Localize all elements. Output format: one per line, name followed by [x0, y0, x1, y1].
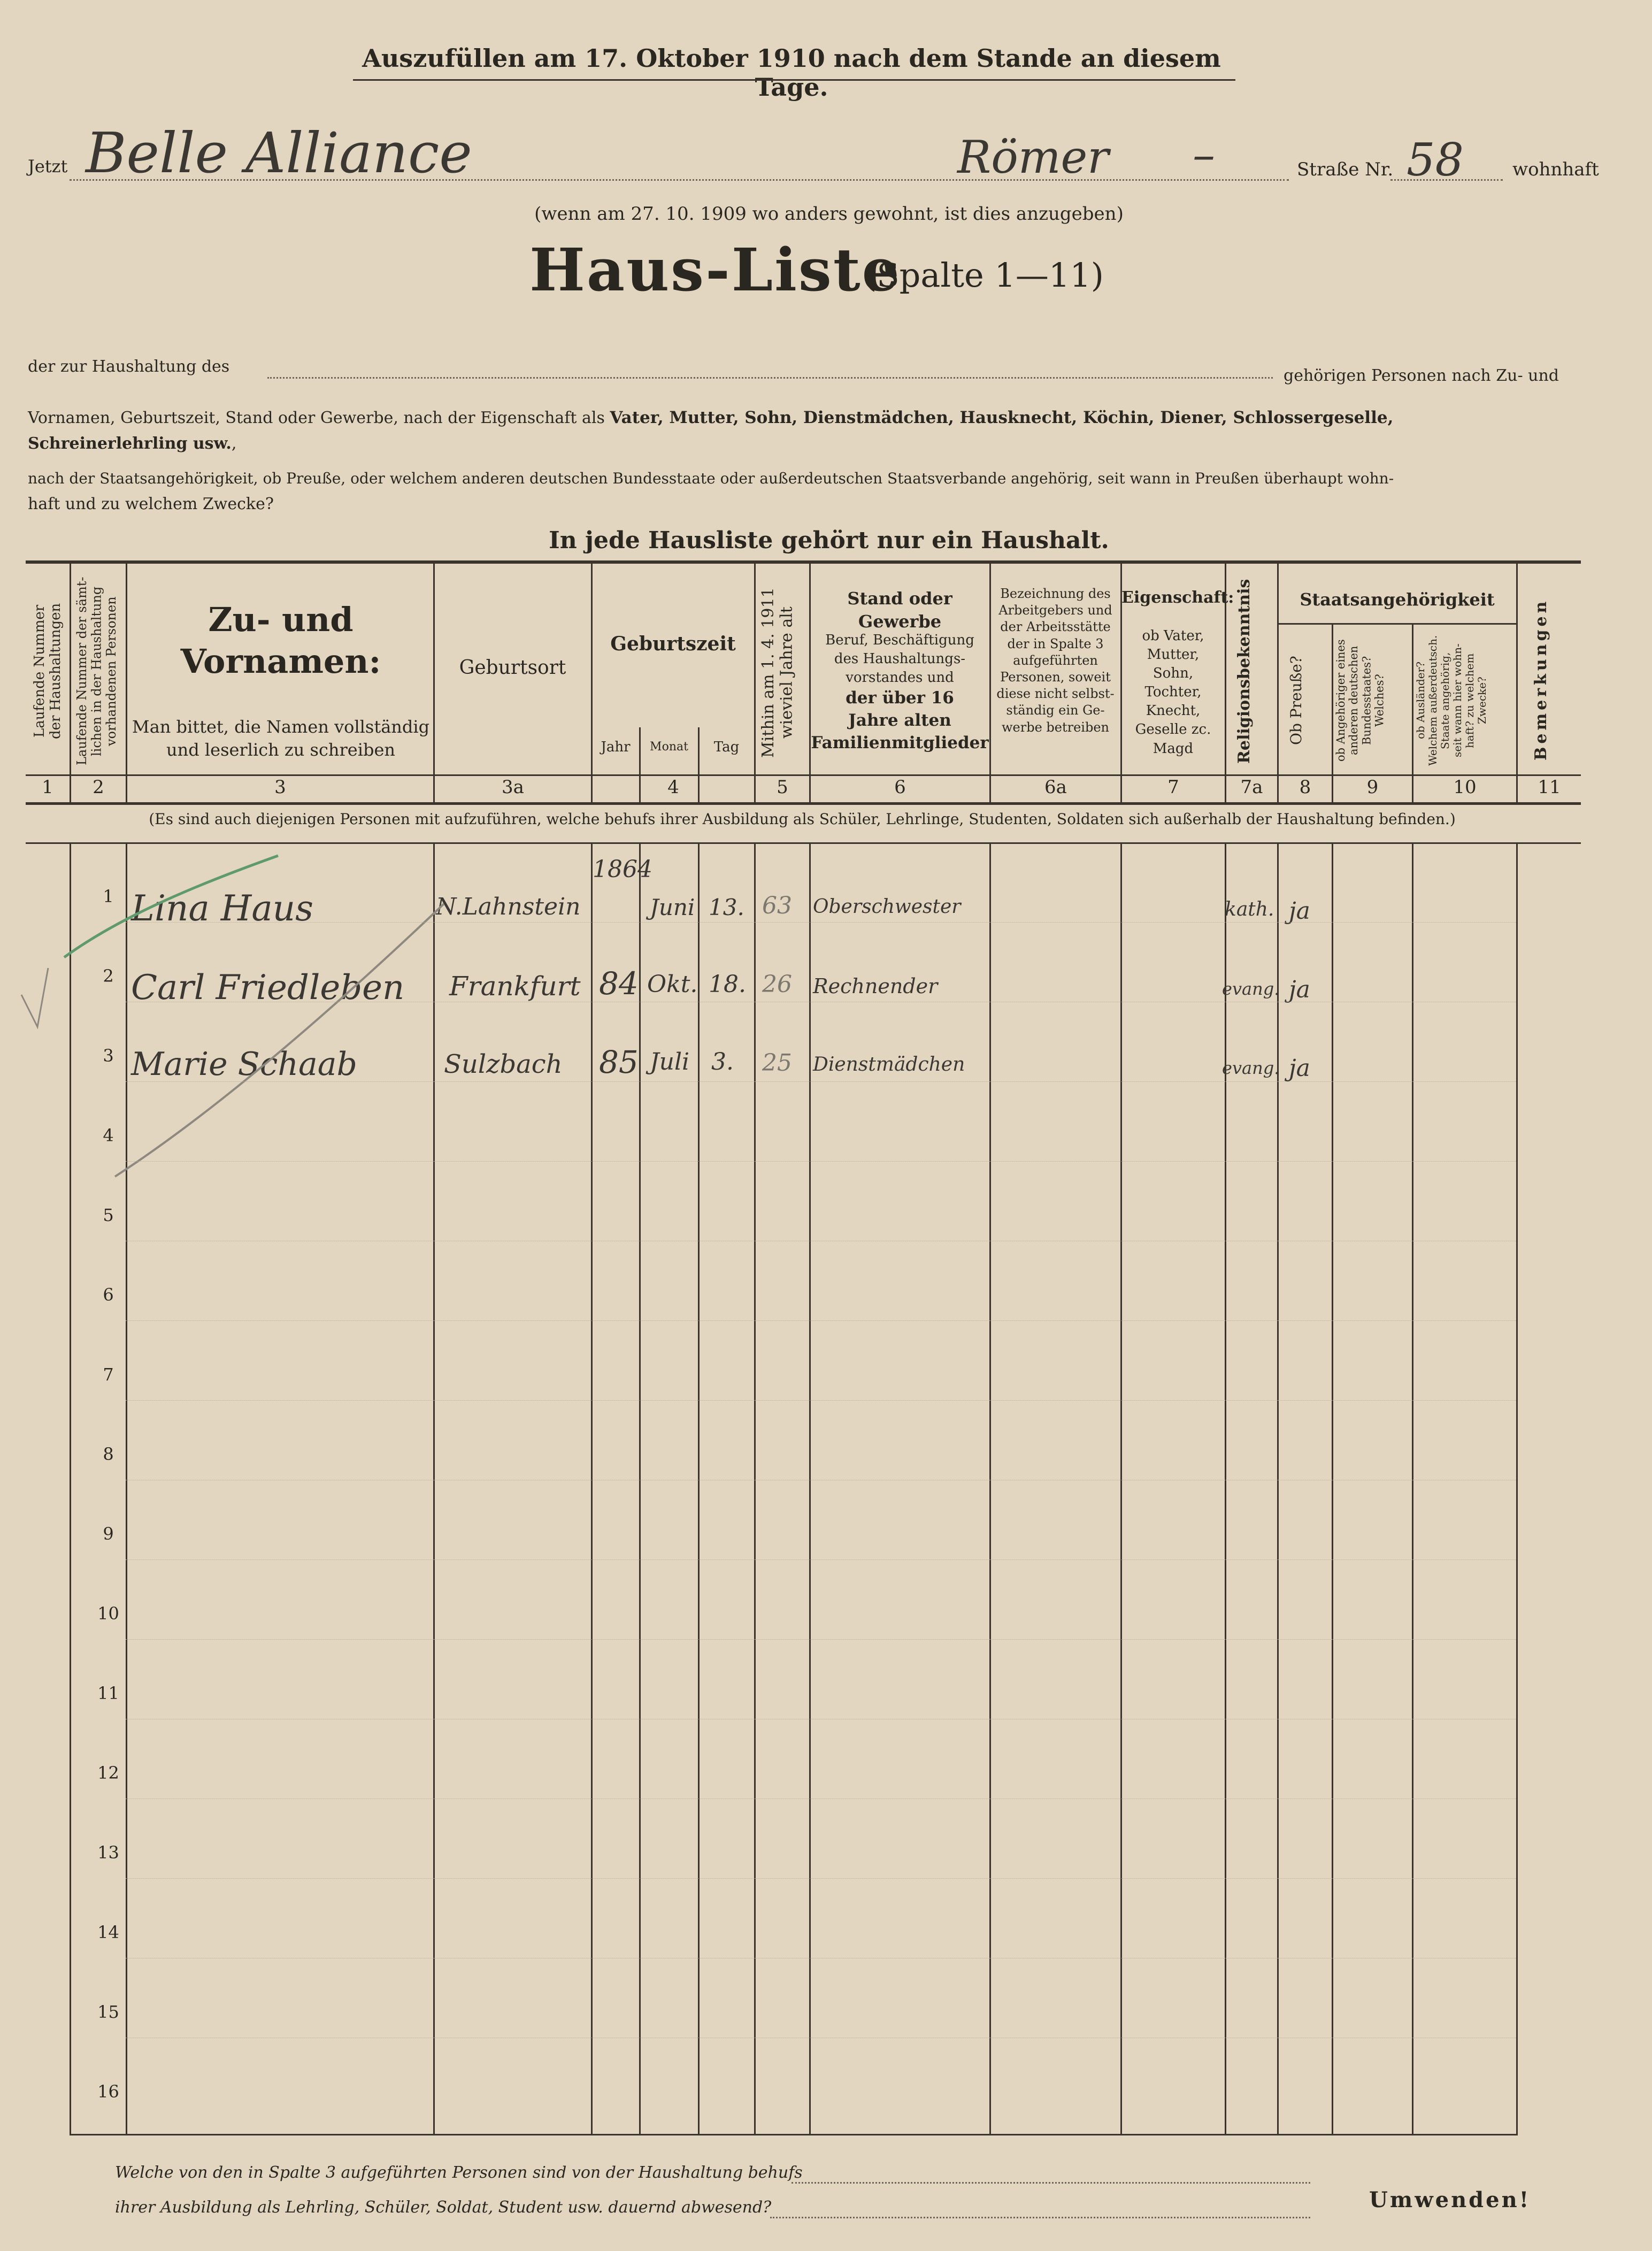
- entry-age[interactable]: 63: [762, 892, 792, 919]
- green-check-stroke: [64, 856, 278, 957]
- entry-occupation[interactable]: Dienstmädchen: [813, 1054, 965, 1075]
- intro-line2: [28, 408, 1627, 427]
- footer-question-line1: Welche von den in Spalte 3 aufgeführten Personen sind von der Haushaltung behufs: [115, 2163, 803, 2182]
- colnum-8: 8: [1299, 777, 1311, 798]
- strasse-label: Straße Nr.: [1297, 159, 1394, 180]
- row-number: 7: [103, 1364, 114, 1385]
- page-title-suffix: (Spalte 1—11): [864, 256, 1104, 295]
- col4-tag: Tag: [713, 739, 740, 755]
- row-number: 8: [103, 1444, 114, 1464]
- entry-birthplace[interactable]: Frankfurt: [449, 971, 581, 1002]
- row-number: 13: [97, 1842, 119, 1863]
- intro-line1-right: gehörigen Personen nach Zu- und: [1284, 366, 1559, 385]
- col7-header-sub: ob Vater, Mutter, Sohn, Tochter, Knecht, Geselle zc. Magd: [1135, 628, 1211, 757]
- entry-age[interactable]: 25: [762, 1049, 792, 1077]
- header-divider-5: [754, 563, 756, 802]
- address-line: [70, 179, 1289, 181]
- entry-day[interactable]: 18.: [709, 971, 746, 998]
- header-divider-2: [126, 563, 127, 802]
- colnum-6: 6: [894, 777, 906, 798]
- row-separator: [126, 1081, 1516, 1082]
- body-divider-12: [1412, 842, 1413, 2134]
- body-divider-13: [1516, 842, 1518, 2134]
- colnum-4: 4: [667, 777, 679, 798]
- instruction-underline: [353, 79, 1235, 81]
- entry-day[interactable]: 3.: [711, 1048, 734, 1075]
- header-divider-4: [591, 563, 593, 802]
- intro-line1-left: der zur Haushaltung des: [28, 357, 230, 376]
- entry-month[interactable]: Okt.: [647, 971, 698, 998]
- col4-monat: Monat: [650, 740, 688, 754]
- intro-line3: [28, 434, 236, 453]
- row-separator: [126, 922, 1516, 923]
- header-divider-13: [1516, 563, 1518, 802]
- entry-occupation[interactable]: Rechnender: [813, 974, 938, 998]
- col2-header: Laufende Nummer der sämt- lichen in der Haushaltung vorhandenen Personen: [74, 577, 119, 766]
- pencil-long-stroke: [115, 904, 444, 1177]
- row-separator: [126, 1639, 1516, 1640]
- jetzt-value[interactable]: Belle Alliance: [86, 120, 472, 186]
- previous-address-note: (wenn am 27. 10. 1909 wo anders gewohnt, ist dies anzugeben): [534, 203, 1124, 225]
- intro-line3-tail: ,: [231, 434, 237, 453]
- row-separator: [126, 1320, 1516, 1321]
- header-divider-12: [1412, 623, 1413, 802]
- page-title: Haus-Liste: [529, 235, 901, 304]
- street-value[interactable]: Römer: [957, 131, 1109, 183]
- entry-age[interactable]: 26: [762, 971, 792, 998]
- header-divider-11: [1332, 623, 1333, 802]
- footer-answer-line2[interactable]: [770, 2217, 1310, 2218]
- row-number: 10: [97, 1603, 119, 1624]
- intro-line4: nach der Staatsangehörigkeit, ob Preuße, oder welchem anderen deutschen Bundesstaate oder außerdeutschen Staatsverbande angehörig, seit wann in Preußen überhaupt wohn-: [28, 470, 1394, 487]
- col6a-header: Bezeichnung des Arbeitgebers und der Arbeitsstätte der in Spalte 3 aufgeführten Personen, soweit diese nicht selbst- ständig ein Ge- werbe betreiben: [996, 586, 1115, 735]
- entry-occupation[interactable]: Oberschwester: [813, 896, 961, 918]
- entry-religion[interactable]: evang.: [1222, 979, 1280, 999]
- col3-header-sub: Man bittet, die Namen vollständig und leserlich zu schreiben: [132, 717, 430, 760]
- header-divider-1: [70, 563, 71, 802]
- body-divider-6: [809, 842, 811, 2134]
- jetzt-label: Jetzt: [28, 156, 68, 176]
- col7-header-title: Eigenschaft:: [1121, 588, 1234, 607]
- entry-preusse[interactable]: ja: [1289, 1055, 1310, 1082]
- row-number: 16: [97, 2081, 119, 2102]
- entry-year[interactable]: 1864: [593, 856, 652, 883]
- colnum-9: 9: [1366, 777, 1379, 798]
- colnum-3: 3: [274, 777, 286, 798]
- colnum-7a: 7a: [1240, 777, 1263, 798]
- house-number-line: [1390, 179, 1503, 181]
- col6-header-sub: Beruf, Beschäftigung des Haushaltungs- vorstandes und: [825, 632, 974, 686]
- intro-line5: haft und zu welchem Zwecke?: [28, 495, 274, 513]
- entry-birthplace[interactable]: Sulzbach: [444, 1049, 563, 1079]
- colnum-3a: 3a: [502, 777, 524, 798]
- footer-answer-line1[interactable]: [792, 2182, 1310, 2184]
- table-note: (Es sind auch diejenigen Personen mit aufzuführen, welche behufs ihrer Ausbildung als Schüler, Lehrlinge, Studenten, Soldaten sich außerhalb der Haushaltung befinden.): [149, 810, 1456, 828]
- street-dash: –: [1193, 128, 1215, 181]
- body-divider-7: [989, 842, 991, 2134]
- body-divider-8: [1120, 842, 1122, 2134]
- body-divider-10: [1277, 842, 1279, 2134]
- col10-header: ob Ausländer? Welchem außerdeutsch. Staate angehörig, seit wann hier wohn- haft? zu welchem Zwecke?: [1414, 635, 1488, 766]
- col3a-header: Geburtsort: [459, 657, 566, 679]
- row-number: 6: [103, 1285, 114, 1305]
- entry-day[interactable]: 13.: [709, 894, 744, 920]
- col4-header: Geburtszeit: [610, 633, 736, 655]
- row-separator: [126, 1878, 1516, 1879]
- entry-religion[interactable]: kath.: [1225, 898, 1274, 920]
- row-number: 14: [97, 1922, 119, 1942]
- entry-religion[interactable]: evang.: [1222, 1058, 1280, 1078]
- row-number: 2: [103, 966, 114, 986]
- row-number: 11: [97, 1683, 119, 1703]
- row-separator: [126, 1161, 1516, 1162]
- table-header-bottom: [26, 774, 1581, 776]
- colnum-6a: 6a: [1044, 777, 1067, 798]
- pencil-tick-stroke: [21, 968, 48, 1027]
- entry-month[interactable]: Juli: [650, 1048, 690, 1075]
- intro-line3-roles: Schreinerlehrling usw.: [28, 434, 232, 453]
- entry-month[interactable]: Juni: [650, 894, 695, 920]
- intro-line2-text: Vornamen, Geburtszeit, Stand oder Gewerbe, nach der Eigenschaft als: [28, 409, 605, 427]
- col4-jahr: Jahr: [601, 739, 631, 755]
- entry-name[interactable]: Lina Haus: [131, 888, 314, 929]
- body-divider-11: [1332, 842, 1333, 2134]
- entry-preusse[interactable]: ja: [1289, 976, 1310, 1003]
- form-instruction: Auszufüllen am 17. Oktober 1910 nach dem Stande an diesem Tage.: [362, 44, 1221, 102]
- header-divider-3: [433, 563, 435, 802]
- table-bottom-border: [70, 2134, 1518, 2135]
- col6-header-title: Stand oder Gewerbe: [847, 588, 952, 632]
- row-number: 15: [97, 2002, 119, 2022]
- entry-year[interactable]: 85: [599, 1044, 639, 1080]
- colnum-11: 11: [1538, 777, 1561, 798]
- body-divider-monat: [698, 842, 700, 2134]
- one-household-note: In jede Hausliste gehört nur ein Haushalt.: [549, 527, 1109, 554]
- row-number: 9: [103, 1524, 114, 1544]
- row-number: 12: [97, 1763, 119, 1783]
- col6-header-bold: der über 16 Jahre alten Familienmitglieder: [811, 688, 989, 752]
- colnum-7: 7: [1167, 777, 1179, 798]
- entry-name[interactable]: Carl Friedleben: [131, 968, 405, 1008]
- colnum-10: 10: [1453, 777, 1477, 798]
- row-separator: [126, 1400, 1516, 1401]
- colnum-bottom: [26, 802, 1581, 805]
- row-number: 5: [103, 1205, 114, 1225]
- colnum-5: 5: [777, 777, 788, 798]
- household-head-line[interactable]: [267, 377, 1273, 379]
- table-top-border: [26, 560, 1581, 564]
- col9-header: ob Angehöriger eines anderen deutschen Bundesstaates? Welches?: [1334, 639, 1386, 762]
- colnum-2: 2: [93, 777, 104, 798]
- col3-header-title: Zu- und Vornamen:: [180, 600, 381, 681]
- col5-header: Mithin am 1. 4. 1911 wieviel Jahre alt: [759, 587, 796, 758]
- staats-underline: [1278, 623, 1516, 625]
- entry-year[interactable]: 84: [599, 965, 639, 1002]
- col8-header: Ob Preuße?: [1287, 656, 1305, 746]
- house-number[interactable]: 58: [1407, 134, 1464, 186]
- col1-header: Laufende Nummer der Haushaltungen: [32, 603, 64, 740]
- staats-header: Staatsangehörigkeit: [1300, 589, 1495, 610]
- intro-line2-roles: Vater, Mutter, Sohn, Dienstmädchen, Hausknecht, Köchin, Diener, Schlossergeselle,: [610, 408, 1394, 427]
- body-divider-5: [754, 842, 756, 2134]
- entry-name[interactable]: Marie Schaab: [131, 1046, 357, 1083]
- wohnhaft-label: wohnhaft: [1512, 159, 1599, 180]
- col11-header: Bemerkungen: [1532, 598, 1550, 760]
- turn-over-note: Umwenden!: [1369, 2187, 1531, 2212]
- entry-birthplace[interactable]: N.Lahnstein: [436, 893, 581, 920]
- body-divider-9: [1225, 842, 1226, 2134]
- row-number: 1: [103, 886, 114, 906]
- row-number: 4: [103, 1125, 114, 1146]
- footer-question-line2: ihrer Ausbildung als Lehrling, Schüler, Soldat, Student usw. dauernd abwesend?: [115, 2198, 772, 2217]
- col7a-header: Religionsbekenntnis: [1235, 579, 1254, 764]
- row-number: 3: [103, 1046, 114, 1066]
- pencil-strokes: [0, 834, 698, 1209]
- colnum-1: 1: [42, 777, 53, 798]
- entry-preusse[interactable]: ja: [1289, 897, 1310, 925]
- row-separator: [126, 1559, 1516, 1560]
